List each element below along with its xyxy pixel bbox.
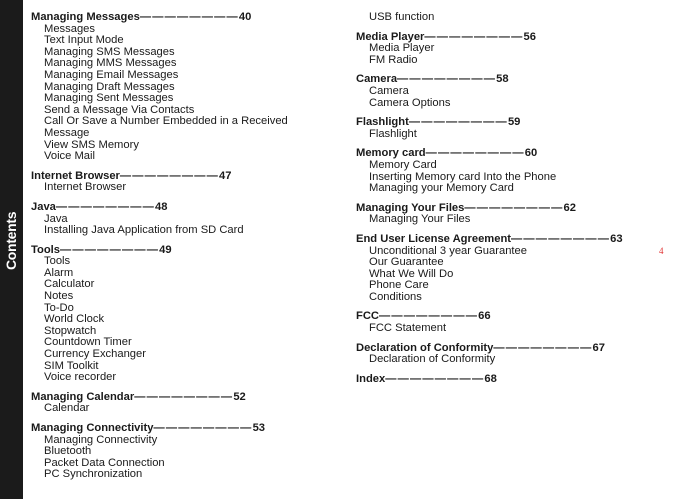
toc-page-number: 66: [478, 310, 491, 323]
toc-item: Voice Mail: [44, 150, 95, 163]
toc-item: Media Player: [369, 42, 435, 55]
toc-section: [356, 203, 646, 226]
dotted-leader: ————————: [511, 232, 611, 245]
toc-section: [31, 202, 331, 237]
toc-section: [356, 374, 646, 386]
toc-item: Memory Card: [369, 158, 437, 171]
toc-item: Our Guarantee: [369, 256, 444, 269]
toc-item: Camera Options: [369, 96, 451, 109]
toc-section: [31, 245, 331, 384]
toc-item: Countdown Timer: [44, 336, 132, 349]
toc-section: [356, 12, 646, 24]
dotted-leader: ————————: [55, 200, 155, 213]
toc-item: Calculator: [44, 278, 95, 291]
toc-item: Camera: [369, 84, 409, 97]
toc-heading: [31, 12, 331, 24]
toc-heading-title: Declaration of Conformity: [356, 341, 494, 354]
toc-heading-title: Internet Browser: [31, 169, 120, 182]
dotted-leader: ————————: [385, 372, 485, 385]
toc-item: Flashlight: [369, 127, 417, 140]
toc-item: Alarm: [44, 266, 74, 279]
toc-item: Managing SMS Messages: [44, 45, 175, 58]
toc-item: Call Or Save a Number Embedded in a Received Message: [44, 115, 288, 139]
toc-column-right: [356, 12, 646, 393]
dotted-leader: ————————: [60, 243, 160, 256]
side-tab-label: Contents: [3, 211, 19, 270]
toc-item: Unconditional 3 year Guarantee: [369, 244, 527, 257]
toc-item: Stopwatch: [44, 324, 97, 337]
toc-item: Managing MMS Messages: [44, 57, 177, 70]
toc-page-number: 62: [563, 201, 576, 214]
toc-item: Notes: [44, 290, 74, 303]
toc-heading-title: Media Player: [356, 30, 425, 43]
dotted-leader: ————————: [397, 73, 497, 86]
toc-item: Voice recorder: [44, 371, 117, 384]
toc-item: What We Will Do: [369, 267, 454, 280]
toc-item: Internet Browser: [44, 181, 127, 194]
toc-heading: [31, 245, 331, 257]
toc-item: Managing Connectivity: [44, 433, 158, 446]
toc-section: [31, 423, 331, 481]
dotted-leader: ————————: [493, 341, 593, 354]
toc-section: [356, 311, 646, 334]
toc-page-number: 52: [233, 390, 246, 403]
toc-heading: [356, 374, 646, 386]
toc-page-number: 63: [610, 232, 623, 245]
toc-heading-title: Memory card: [356, 147, 426, 160]
toc-heading: [356, 234, 646, 246]
toc-heading: [31, 202, 331, 214]
dotted-leader: ————————: [425, 147, 525, 160]
dotted-leader: ————————: [408, 116, 508, 129]
toc-item: Currency Exchanger: [44, 348, 146, 361]
toc-item: Messages: [44, 22, 95, 35]
toc-item: Managing Your Files: [369, 213, 471, 226]
dotted-leader: ————————: [139, 11, 239, 23]
toc-heading-title: FCC: [356, 310, 379, 323]
toc-item: FM Radio: [369, 53, 418, 66]
toc-page-number: 40: [238, 11, 252, 23]
toc-heading-title: Managing Calendar: [31, 390, 135, 403]
toc-heading-title: Flashlight: [356, 116, 409, 129]
toc-heading-title: Managing Messages: [31, 11, 140, 23]
toc-page-number: 67: [592, 341, 605, 354]
toc-item: Bluetooth: [44, 445, 92, 458]
toc-page-number: 47: [219, 169, 232, 182]
toc-heading-title: Index: [356, 372, 386, 385]
toc-item: Declaration of Conformity: [369, 353, 496, 366]
toc-item: PC Synchronization: [44, 468, 143, 481]
toc-item: Conditions: [369, 290, 422, 303]
toc-item: USB function: [369, 11, 435, 23]
toc-heading-title: Managing Connectivity: [31, 422, 154, 434]
toc-page-number: 49: [159, 243, 172, 256]
toc-heading: [31, 423, 331, 435]
toc-item: Managing your Memory Card: [369, 182, 514, 195]
toc-item: Java: [44, 212, 68, 225]
toc-page-number: 56: [523, 30, 536, 43]
toc-section: [31, 392, 331, 415]
toc-heading-title: Camera: [356, 73, 398, 86]
dotted-leader: ————————: [379, 310, 479, 323]
toc-section: [356, 234, 646, 304]
toc-page-number: 59: [507, 116, 521, 129]
toc-heading-title: Tools: [31, 243, 61, 256]
toc-section: [356, 343, 646, 366]
dotted-leader: ————————: [134, 390, 234, 403]
toc-page-number: 48: [155, 200, 168, 213]
toc-item: SIM Toolkit: [44, 359, 99, 372]
dotted-leader: ————————: [424, 30, 524, 43]
toc-section: [31, 12, 331, 163]
toc-item: World Clock: [44, 313, 105, 326]
dotted-leader: ————————: [153, 422, 253, 434]
toc-item: Send a Message Via Contacts: [44, 103, 195, 116]
toc-item: FCC Statement: [369, 322, 447, 335]
toc-item: Tools: [44, 255, 71, 268]
toc-page-number: 68: [484, 372, 497, 385]
toc-section: [356, 74, 646, 109]
toc-item: Packet Data Connection: [44, 456, 165, 469]
toc-section: [31, 171, 331, 194]
toc-item: Inserting Memory card Into the Phone: [369, 170, 557, 183]
toc-page-number: 60: [524, 147, 538, 160]
toc-item: Managing Sent Messages: [44, 92, 174, 105]
toc-item: Managing Draft Messages: [44, 80, 175, 93]
toc-item: Installing Java Application from SD Card: [44, 224, 244, 237]
dotted-leader: ————————: [119, 169, 220, 182]
toc-section: [356, 117, 646, 140]
toc-heading: [356, 117, 646, 129]
toc-item: Text Input Mode: [44, 34, 124, 47]
toc-column-left: [31, 12, 331, 489]
toc-item: To-Do: [44, 301, 74, 314]
toc-item: Calendar: [44, 402, 90, 415]
toc-heading-title: Java: [31, 200, 56, 213]
toc-heading-title: End User License Agreement: [356, 232, 512, 245]
toc-item: View SMS Memory: [44, 138, 139, 151]
toc-section: [356, 32, 646, 67]
dotted-leader: ————————: [464, 201, 564, 214]
page-number: 4: [659, 246, 664, 256]
toc-page-number: 58: [496, 73, 509, 86]
toc-section: [356, 148, 646, 194]
toc-item: Phone Care: [369, 279, 429, 292]
toc-item: Managing Email Messages: [44, 68, 179, 81]
toc-page-number: 53: [252, 422, 266, 434]
contents-side-tab: [0, 0, 23, 499]
toc-heading-title: Managing Your Files: [356, 201, 465, 214]
